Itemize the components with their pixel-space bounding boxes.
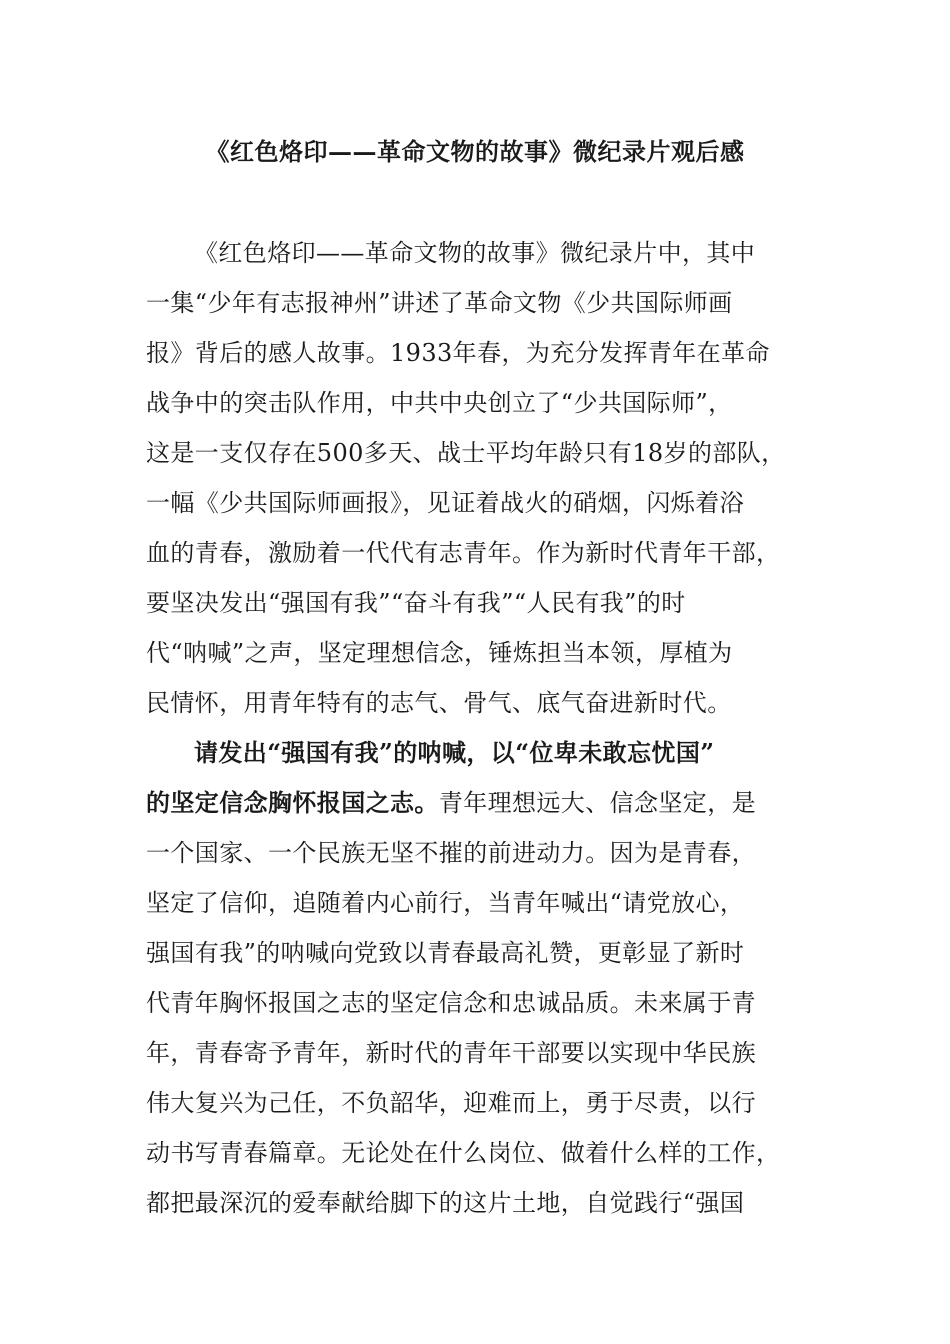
paragraph-line: 血的青春，激励着一代代有志青年。作为新时代青年干部，	[146, 539, 781, 567]
paragraph-line: 民情怀，用青年特有的志气、骨气、底气奋进新时代。	[146, 689, 732, 717]
paragraph-line: 代“呐喊”之声，坚定理想信念，锤炼担当本领，厚植为	[146, 639, 733, 667]
paragraph-text: 青年理想远大、信念坚定，是	[438, 789, 757, 817]
paragraph-line: 强国有我”的呐喊向党致以青春最高礼赞，更彰显了新时	[146, 939, 745, 967]
paragraph-line: 年，青春寄予青年，新时代的青年干部要以实现中华民族	[146, 1039, 756, 1067]
paragraph-line: 代青年胸怀报国之志的坚定信念和忠诚品质。未来属于青	[146, 989, 756, 1017]
paragraph-line: 报》背后的感人故事。1933年春，为充分发挥青年在革命	[146, 339, 770, 367]
paragraph-line: 都把最深沉的爱奉献给脚下的这片土地，自觉践行“强国	[146, 1189, 745, 1217]
section-heading-line: 请发出“强国有我”的呐喊，以“位卑未敢忘忧国”	[194, 738, 715, 767]
paragraph-line: 要坚决发出“强国有我”“奋斗有我”“人民有我”的时	[146, 589, 686, 617]
paragraph-line: 坚定了信仰，追随着内心前行，当青年喊出“请党放心，	[146, 889, 745, 917]
paragraph-line: 一幅《少共国际师画报》，见证着战火的硝烟，闪烁着浴	[146, 489, 744, 517]
paragraph-line: 这是一支仅存在500多天、战士平均年龄只有18岁的部队，	[146, 439, 786, 467]
document-title: 《红色烙印——革命文物的故事》微纪录片观后感	[205, 137, 745, 166]
paragraph-line: 一个国家、一个民族无坚不摧的前进动力。因为是青春，	[146, 839, 756, 867]
document-body	[146, 228, 806, 1228]
paragraph-line: 一集“少年有志报神州”讲述了革命文物《少共国际师画	[146, 289, 733, 317]
paragraph-line: 《红色烙印——革命文物的故事》微纪录片中，其中	[194, 239, 756, 267]
paragraph-line: 动书写青春篇章。无论处在什么岗位、做着什么样的工作，	[146, 1139, 781, 1167]
paragraph-line: 战争中的突击队作用，中共中央创立了“少共国际师”，	[146, 389, 733, 417]
section-heading-end: 的坚定信念胸怀报国之志。	[146, 788, 439, 817]
paragraph-line: 伟大复兴为己任，不负韶华，迎难而上，勇于尽责，以行	[146, 1089, 756, 1117]
mixed-line	[146, 778, 806, 828]
